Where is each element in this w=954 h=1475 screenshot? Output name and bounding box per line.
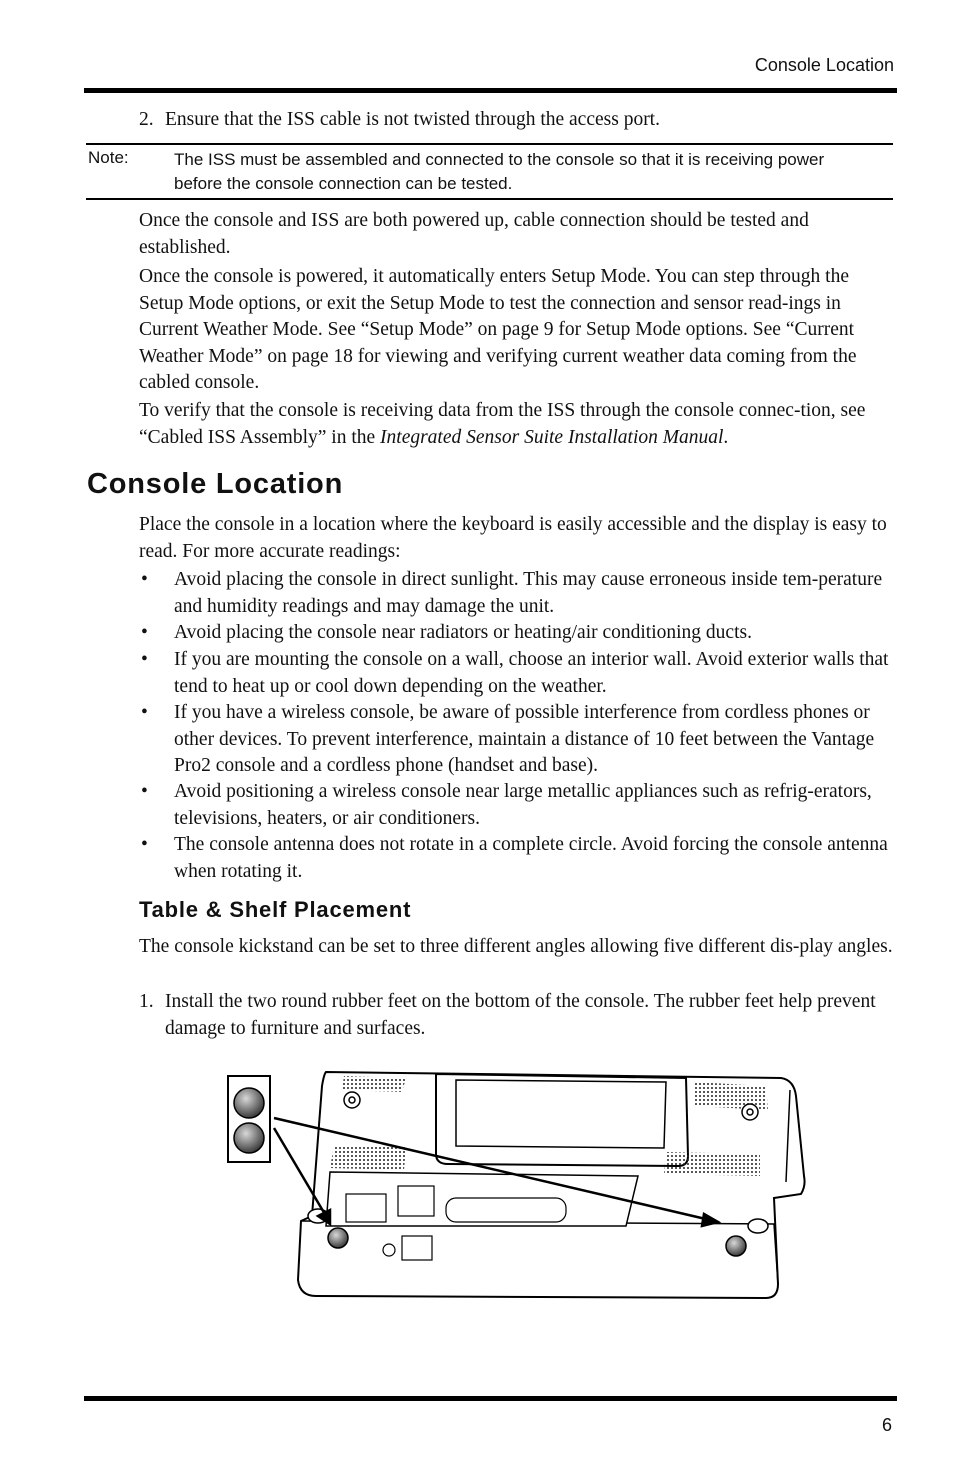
paragraph: Once the console and ISS are both powered up, cable connection should be tested and established. (139, 210, 809, 258)
paragraph: Once the console is powered, it automatically enters Setup Mode. You can step through the Setup Mode options, or exit the Setup Mode to test the connection and sensor read-ings in Current Weather Mode. See “Setup Mode” on page 9 for Setup Mode options. See “Current Weather Mode” on page 18 for viewing and verifying current weather data coming from the cabled console. (139, 266, 857, 393)
bullet-item (139, 647, 899, 700)
note-label: Note: (88, 148, 129, 167)
bullet-text: If you have a wireless console, be aware of possible interference from cordless phones or other devices. To prevent interference, maintain a distance of 10 feet between the Vantage Pro2 console and a cordless phone (handset and base). (174, 702, 875, 776)
console-illustration (226, 1066, 811, 1306)
bullet-item (139, 700, 899, 780)
paragraph-text: To verify that the console is receiving data from the ISS through the console connec-tion, see “Cabled ISS Assembly” in the (139, 400, 866, 448)
step-text: Install the two round rubber feet on the bottom of the console. The rubber feet help prevent damage to furniture and surfaces. (165, 991, 876, 1039)
subsection-heading: Table & Shelf Placement (139, 897, 412, 922)
numbered-step (139, 989, 899, 1042)
note-bottom-rule (86, 198, 893, 200)
footer-rule (84, 1396, 897, 1401)
header-rule (84, 88, 897, 93)
bullet-text: The console antenna does not rotate in a complete circle. Avoid forcing the console antenna when rotating it. (174, 834, 888, 882)
bullet-item (139, 567, 899, 620)
numbered-step (139, 107, 899, 134)
section-heading: Console Location (87, 468, 344, 500)
subsection-intro: The console kickstand can be set to three different angles allowing five different dis-play angles. (139, 936, 893, 957)
bullet-text: Avoid placing the console in direct sunlight. This may cause erroneous inside tem-perature and humidity readings and may damage the unit. (174, 569, 883, 617)
bullet-text: If you are mounting the console on a wall, choose an interior wall. Avoid exterior walls that tend to heat up or cool down depending on the weather. (174, 649, 889, 697)
note-text: The ISS must be assembled and connected to the console so that it is receiving power before the console connection can be tested. (174, 150, 825, 193)
step-number: 1. (139, 991, 154, 1012)
page-number: 6 (881, 1415, 892, 1435)
installed-foot-right (726, 1236, 746, 1256)
bullet-item (139, 832, 899, 885)
step-text: Ensure that the ISS cable is not twisted through the access port. (165, 109, 660, 130)
bullet-symbol: • (141, 781, 148, 802)
paragraph-end: . (723, 426, 729, 448)
step-number: 2. (139, 109, 154, 130)
bullet-item (139, 620, 899, 647)
bullet-symbol: • (141, 649, 148, 670)
bullet-item (139, 779, 899, 832)
console-figure (226, 1066, 811, 1311)
bullet-text: Avoid positioning a wireless console near large metallic appliances such as refrig-erators, televisions, heaters, or air conditioners. (174, 781, 872, 829)
paragraph (139, 398, 894, 451)
section-intro: Place the console in a location where the keyboard is easily accessible and the display is easy to read. For more accurate readings: (139, 514, 887, 562)
installed-foot-left (328, 1228, 348, 1248)
note-top-rule (86, 143, 893, 145)
bullet-symbol: • (141, 702, 148, 723)
running-header: Console Location (754, 55, 894, 75)
bullet-symbol: • (141, 622, 148, 643)
bullet-text: Avoid placing the console near radiators or heating/air conditioning ducts. (174, 622, 752, 643)
bullet-symbol: • (141, 569, 148, 590)
manual-title: Integrated Sensor Suite Installation Manual (380, 426, 724, 448)
rubber-feet-box (228, 1076, 270, 1162)
bullet-symbol: • (141, 834, 148, 855)
